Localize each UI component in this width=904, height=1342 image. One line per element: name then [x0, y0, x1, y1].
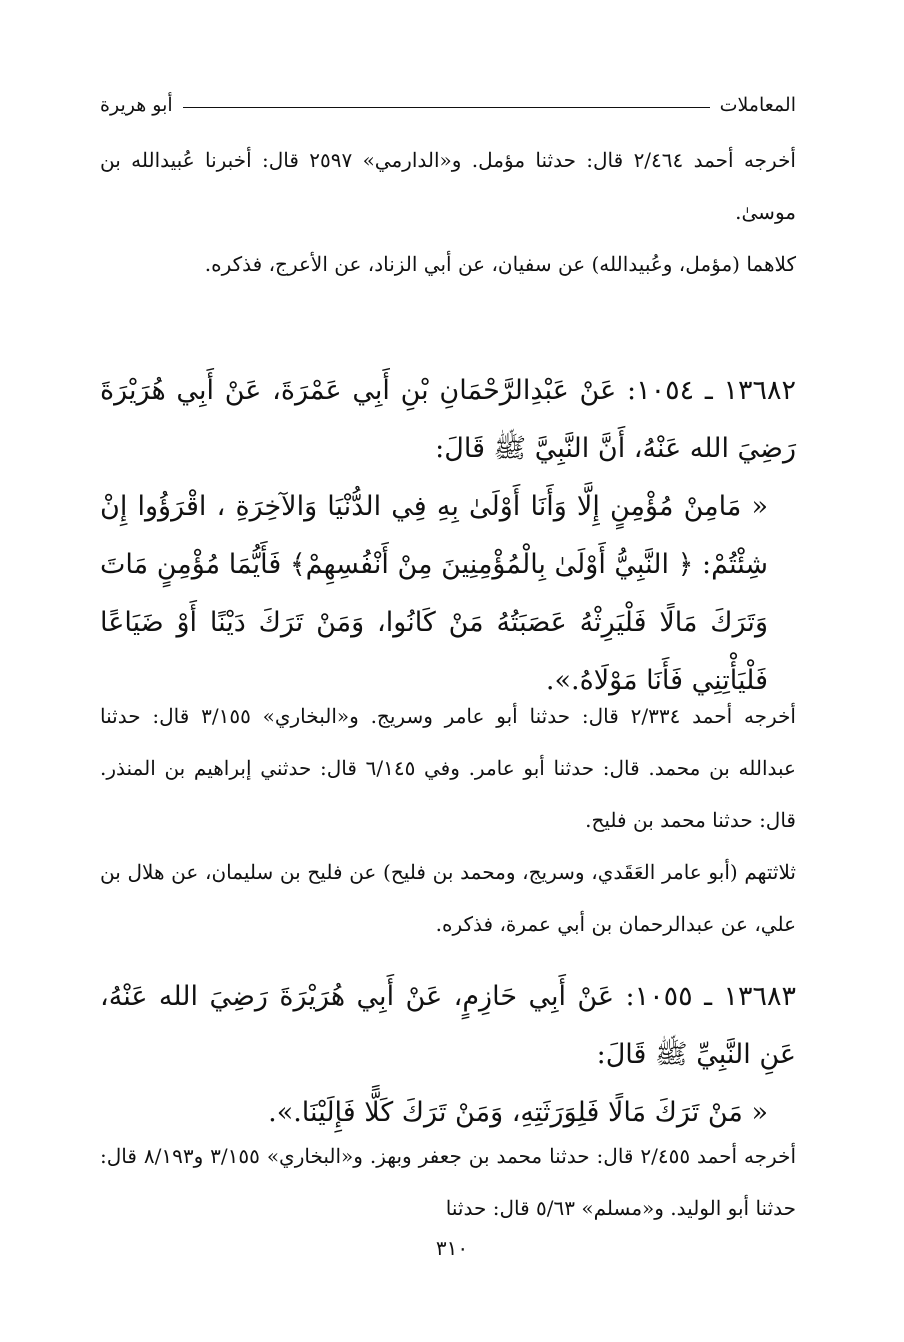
hadith-13683: [100, 968, 796, 1142]
source-paragraph: أخرجه أحمد ٢/٤٦٤ قال: حدثنا مؤمل. و«الدارمي» ٢٥٩٧ قال: أخبرنا عُبيدالله بن موسىٰ.: [100, 148, 796, 224]
source-note-2: [100, 690, 796, 950]
running-header: [100, 86, 796, 116]
header-narrator: أبو هريرة: [100, 94, 173, 116]
source-paragraph: أخرجه أحمد ٢/٣٣٤ قال: حدثنا أبو عامر وسريج. و«البخاري» ٣/١٥٥ قال: حدثنا عبدالله بن محمد. قال: حدثنا أبو عامر. وفي ٦/١٤٥ قال: حدثني إبراهيم بن المنذر. قال: حدثنا محمد بن فليح.: [100, 704, 796, 832]
hadith-13682: [100, 362, 796, 710]
header-rule: [183, 107, 710, 108]
hadith-isnad: ١٣٦٨٢ ـ ١٠٥٤: عَنْ عَبْدِالرَّحْمَانِ بْنِ أَبِي عَمْرَةَ، عَنْ أَبِي هُرَيْرَةَ رَضِيَ الله عَنْهُ، أَنَّ النَّبِيَّ ﷺ قَالَ:: [100, 375, 796, 464]
source-paragraph: ثلاثتهم (أبو عامر العَقَدي، وسريج، ومحمد بن فليح) عن فليح بن سليمان، عن هلال بن علي، عن عبدالرحمان بن أبي عمرة، فذكره.: [100, 860, 796, 936]
hadith-text: « مَنْ تَرَكَ مَالًا فَلِوَرَثَتِهِ، وَمَنْ تَرَكَ كَلًّا فَإِلَيْنَا.».: [268, 1097, 768, 1128]
source-paragraph: أخرجه أحمد ٢/٤٥٥ قال: حدثنا محمد بن جعفر وبهز. و«البخاري» ٣/١٥٥ و٨/١٩٣ قال: حدثنا أبو الوليد. و«مسلم» ٥/٦٣ قال: حدثنا: [100, 1144, 797, 1220]
hadith-text: « مَامِنْ مُؤْمِنٍ إِلَّا وَأَنَا أَوْلَىٰ بِهِ فِي الدُّنْيَا وَالآخِرَةِ ، اقْرَؤُوا إِنْ شِئْتُمْ: ﴿ النَّبِيُّ أَوْلَىٰ بِالْمُؤْمِنِينَ مِنْ أَنْفُسِهِمْ﴾ فَأَيُّمَا مُؤْمِنٍ مَاتَ وَتَرَكَ مَالًا فَلْيَرِثْهُ عَصَبَتُهُ مَنْ كَانُوا، وَمَنْ تَرَكَ دَيْنًا أَوْ ضَيَاعًا فَلْيَأْتِنِي فَأَنَا مَوْلَاهُ.».: [100, 491, 768, 696]
source-paragraph: كلاهما (مؤمل، وعُبيدالله) عن سفيان، عن أبي الزناد، عن الأعرج، فذكره.: [204, 252, 796, 276]
source-note-1: [100, 134, 796, 290]
source-note-3: [100, 1130, 796, 1234]
hadith-isnad: ١٣٦٨٣ ـ ١٠٥٥: عَنْ أَبِي حَازِمٍ، عَنْ أَبِي هُرَيْرَةَ رَضِيَ الله عَنْهُ، عَنِ النَّبِيِّ ﷺ قَالَ:: [100, 981, 796, 1070]
page-number: ٣١٠: [435, 1236, 469, 1260]
header-chapter: المعاملات: [719, 94, 796, 116]
